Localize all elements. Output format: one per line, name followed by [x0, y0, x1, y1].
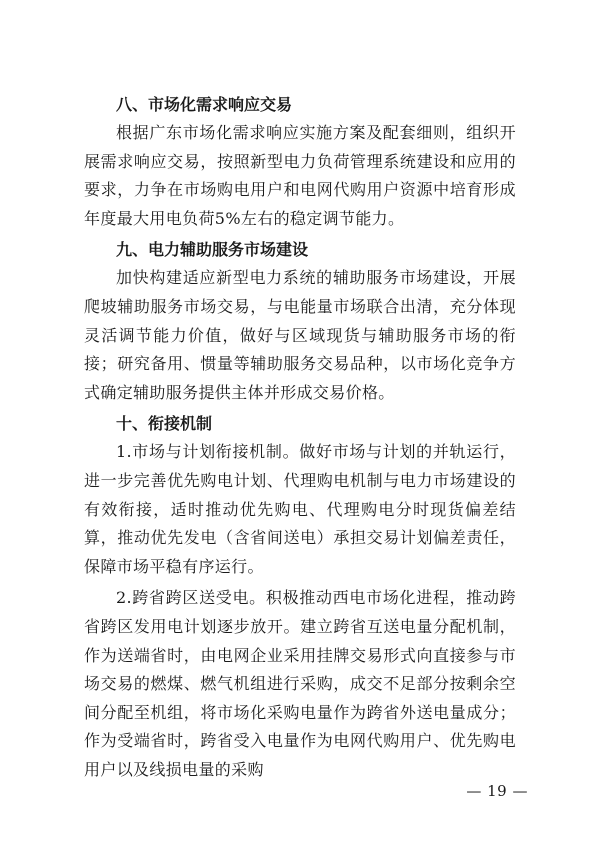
- section-paragraph: 根据广东市场化需求响应实施方案及配套细则，组织开展需求响应交易，按照新型电力负荷管理系统建设和应用的要求，力争在市场购电用户和电网代购用户资源中培育形成年度最大用电负荷5%左右的稳定调节能力。: [84, 123, 516, 228]
- section-heading-market-demand-response: 八、市场化需求响应交易: [116, 95, 293, 114]
- section-heading-coordination-mechanism: 十、衔接机制: [116, 414, 213, 434]
- section-paragraph: 2.跨省跨区送受电。积极推动西电市场化进程，推动跨省跨区发用电计划逐步放开。建立跨省互送电量分配机制，作为送端省时，由电网企业采用挂牌交易形式向直接参与市场交易的燃煤、燃气机组进行采购，成交不足部分按剩余空间分配至机组，将市场化采购电量作为跨省外送电量成分；作为受端省时，跨省受入电量作为电网代购用户、优先购电用户以及线损电量的采购: [84, 588, 516, 779]
- section-paragraph: 1.市场与计划衔接机制。做好市场与计划的并轨运行，进一步完善优先购电计划、代理购电机制与电力市场建设的有效衔接，适时推动优先购电、代理购电分时现货偏差结算，推动优先发电（含省间送电）承担交易计划偏差责任，保障市场平稳有序运行。: [84, 442, 516, 576]
- section-paragraph: 加快构建适应新型电力系统的辅助服务市场建设，开展爬坡辅助服务市场交易，与电能量市场联合出清，充分体现灵活调节能力价值，做好与区域现货与辅助服务市场的衔接；研究备用、惯量等辅助服务交易品种，以市场化竞争方式确定辅助服务提供主体并形成交易价格。: [84, 268, 516, 402]
- section-heading-ancillary-services: 九、电力辅助服务市场建设: [116, 240, 309, 260]
- page-number: — 19 —: [466, 782, 528, 800]
- document-body: [84, 91, 516, 784]
